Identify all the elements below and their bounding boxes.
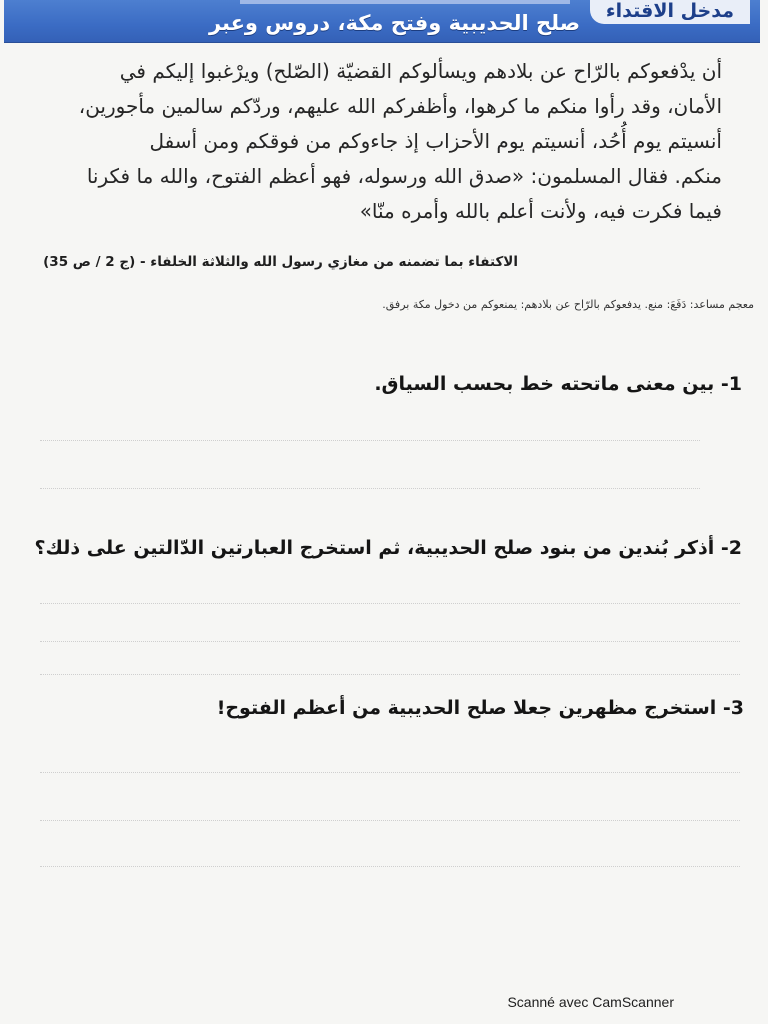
section-tag: مدخل الاقتداء: [590, 0, 750, 24]
passage-line: منكم. فقال المسلمون: «صدق الله ورسوله، فهو أعظم الفتوح، والله ما فكرنا: [86, 164, 722, 188]
question-1: 1- بين معنى ماتحته خط بحسب السياق.: [374, 373, 742, 395]
answer-line[interactable]: [40, 641, 740, 642]
banner-stripe: [240, 0, 570, 4]
passage-source: الاكتفاء بما تضمنه من مغازي رسول الله والثلاثة الخلفاء - (ج 2 / ص 35): [43, 254, 518, 270]
passage-line: أنسيتم يوم أُحُد، أنسيتم يوم الأحزاب إذ جاءوكم من فوقكم ومن أسفل: [149, 129, 722, 153]
answer-line[interactable]: [40, 820, 740, 821]
answer-line[interactable]: [40, 674, 740, 675]
answer-line[interactable]: [40, 488, 700, 489]
answer-line[interactable]: [40, 603, 740, 604]
glossary-note: معجم مساعد: دَفَعَ: منع. يدفعوكم بالرّاح عن بلادهم: يمنعوكم من دخول مكة برفق.: [382, 298, 754, 311]
question-2: 2- أذكر بُندين من بنود صلح الحديبية، ثم استخرج العبارتين الدّالتين على ذلك؟: [34, 537, 742, 559]
lesson-title: صلح الحديبية وفتح مكة، دروس وعبر: [208, 11, 580, 35]
answer-line[interactable]: [40, 772, 740, 773]
reading-passage: [52, 54, 722, 229]
passage-line: فيما فكرت فيه، ولأنت أعلم بالله وأمره منّا»: [359, 199, 722, 223]
passage-line: أن يدْفعوكم بالرّاح عن بلادهم ويسألوكم القضيّة (الصّلح) ويرْغبوا إليكم في: [119, 59, 722, 83]
header-banner: [4, 0, 760, 42]
passage-line: الأمان، وقد رأوا منكم ما كرهوا، وأظفركم الله عليهم، وردّكم سالمين مأجورين،: [78, 94, 722, 118]
answer-line[interactable]: [40, 866, 740, 867]
answer-line[interactable]: [40, 440, 700, 441]
question-3: 3- استخرج مظهرين جعلا صلح الحديبية من أعظم الفتوح!: [216, 697, 744, 719]
scanner-watermark: Scanné avec CamScanner: [507, 994, 674, 1010]
